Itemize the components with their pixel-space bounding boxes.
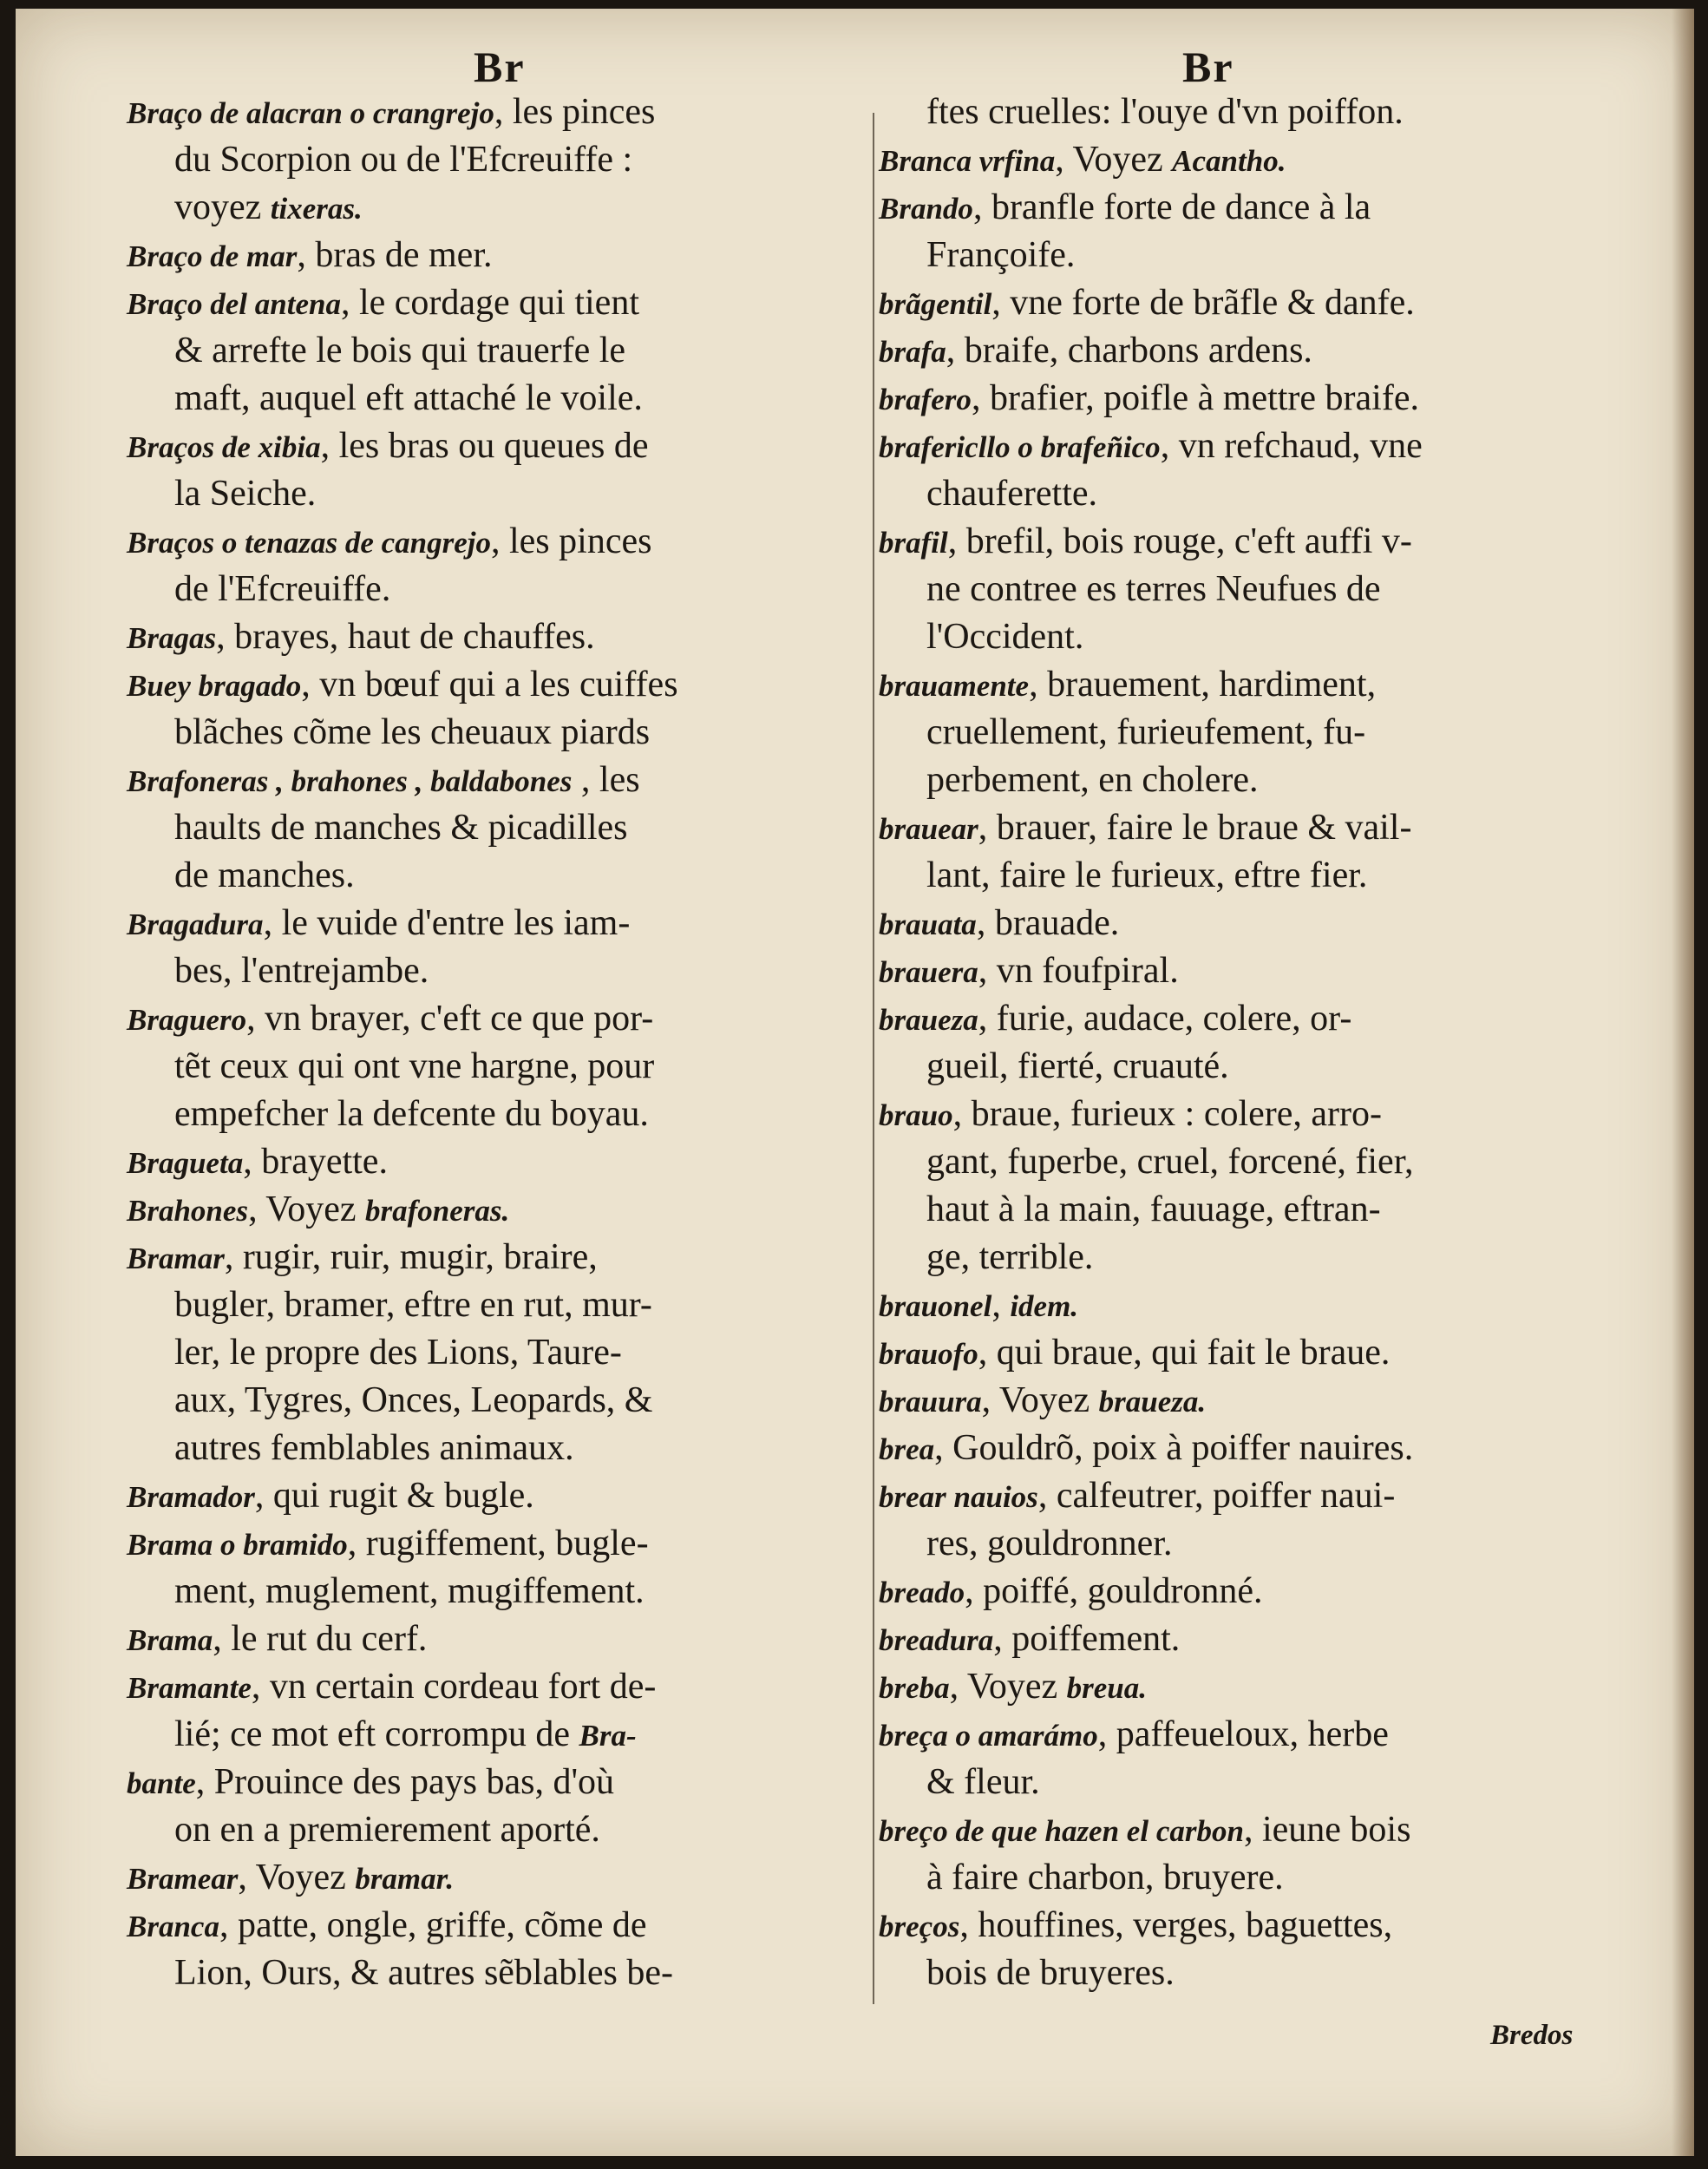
dictionary-line [127, 1091, 868, 1138]
cross-reference: braueza. [1098, 1385, 1207, 1419]
definition-text: ftes cruelles: l'ouye d'vn poiffon. [926, 92, 1404, 132]
dictionary-line [127, 1234, 868, 1281]
dictionary-line [127, 852, 868, 900]
headword: Brahones [127, 1194, 249, 1228]
dictionary-line [879, 88, 1603, 136]
definition-text: haut à la main, fauuage, eftran- [926, 1189, 1381, 1229]
definition-text: de manches. [174, 855, 355, 895]
headword: Bramante [127, 1671, 252, 1705]
dictionary-line [127, 1759, 868, 1806]
definition-text: du Scorpion ou de l'Efcreuiffe : [174, 140, 633, 180]
dictionary-line [879, 852, 1603, 900]
definition-text: gant, fuperbe, cruel, forcené, fier, [926, 1142, 1414, 1182]
definition-text: lant, faire le furieux, eftre fier. [926, 855, 1368, 895]
headword: brea [879, 1432, 935, 1466]
definition-text: , vne forte de brãfle & danfe. [991, 283, 1415, 323]
dictionary-line [127, 279, 868, 327]
cross-reference: breua. [1066, 1671, 1147, 1705]
definition-text: & arrefte le bois qui trauerfe le [174, 331, 626, 370]
right-column [879, 9, 1603, 2091]
headword: breça o amarámo [879, 1719, 1098, 1753]
dictionary-line [127, 518, 868, 566]
headword: Brafoneras , brahones , baldabones [127, 764, 573, 798]
definition-text: , vn certain cordeau fort de- [251, 1667, 657, 1707]
dictionary-line [127, 423, 868, 470]
dictionary-line [127, 1377, 868, 1425]
definition-text: , branfle forte de dance à la [972, 187, 1371, 227]
definition-text: bugler, bramer, eftre en rut, mur- [174, 1285, 652, 1325]
dictionary-line [879, 947, 1603, 995]
headword: brauamente [879, 669, 1030, 703]
definition-text: bois de bruyeres. [926, 1953, 1175, 1993]
definition-text: la Seiche. [174, 474, 317, 514]
dictionary-line [127, 88, 868, 136]
dictionary-line [127, 1806, 868, 1854]
dictionary-line [127, 709, 868, 757]
headword: breba [879, 1671, 950, 1705]
dictionary-line [127, 1425, 868, 1472]
dictionary-line [127, 757, 868, 804]
headword: Braguero [127, 1003, 247, 1037]
headword: bante [127, 1766, 196, 1800]
dictionary-line [879, 1138, 1603, 1186]
headword: Bragadura [127, 908, 264, 941]
dictionary-line [879, 709, 1603, 757]
definition-text: , houffines, verges, baguettes, [959, 1905, 1393, 1945]
dictionary-line [879, 518, 1603, 566]
definition-text: , qui rugit & bugle. [254, 1476, 534, 1516]
headword: brafericllo o brafeñico [879, 430, 1161, 464]
headword: Braço de mar [127, 239, 298, 273]
definition-text: , brauade. [976, 903, 1120, 943]
definition-text: , poiffé, gouldronné. [965, 1571, 1263, 1611]
left-running-head: Br [474, 43, 526, 91]
headword: braueza [879, 1003, 978, 1037]
definition-text: on en a premierement aporté. [174, 1810, 600, 1850]
dictionary-line [879, 1854, 1603, 1902]
dictionary-line [879, 1472, 1603, 1520]
dictionary-line [127, 1615, 868, 1663]
headword: brauofo [879, 1337, 978, 1371]
definition-text: , les bras ou queues de [320, 426, 649, 466]
definition-text: , Voyez [1055, 140, 1173, 180]
headword: Branca [127, 1910, 219, 1943]
dictionary-line [879, 1949, 1603, 1997]
dictionary-line [127, 995, 868, 1043]
headword: Bramar [127, 1242, 225, 1275]
headword: Braços o tenazas de cangrejo [127, 526, 491, 560]
definition-text: bes, l'entrejambe. [174, 951, 429, 991]
definition-text: , brayette. [243, 1142, 388, 1182]
dictionary-line [127, 136, 868, 184]
headword: brafa [879, 335, 946, 369]
definition-text: , brauer, faire le braue & vail- [978, 808, 1412, 848]
definition-text: autres femblables animaux. [174, 1428, 574, 1468]
definition-text: maft, auquel eft attaché le voile. [174, 378, 643, 418]
definition-text: , braife, charbons ardens. [946, 331, 1312, 370]
definition-text: , brauement, hardiment, [1029, 665, 1377, 704]
definition-text: , le rut du cerf. [213, 1619, 428, 1659]
dictionary-line [127, 947, 868, 995]
dictionary-line [879, 1377, 1603, 1425]
right-running-head: Br [1182, 43, 1234, 91]
definition-text: de l'Efcreuiffe. [174, 569, 391, 609]
definition-text: haults de manches & picadilles [174, 808, 628, 848]
cross-reference: bramar. [355, 1862, 455, 1896]
definition-text: blãches cõme les cheuaux piards [174, 712, 651, 752]
definition-text: , les [572, 760, 640, 800]
definition-text: , brefil, bois rouge, c'eft auffi v- [947, 521, 1412, 561]
definition-text: Françoife. [926, 235, 1076, 275]
dictionary-line [879, 1234, 1603, 1281]
dictionary-line [879, 757, 1603, 804]
page-gutter-shadow [1672, 9, 1694, 2156]
headword: brafero [879, 383, 972, 416]
dictionary-line [879, 613, 1603, 661]
headword: Bragas [127, 621, 217, 655]
dictionary-line [879, 1043, 1603, 1091]
definition-text: lié; ce mot eft corrompu de [174, 1714, 579, 1754]
headword: Brama [127, 1623, 213, 1657]
definition-text: , les pinces [494, 92, 656, 132]
definition-text: , vn foufpiral. [978, 951, 1179, 991]
dictionary-line [127, 184, 868, 232]
definition-text: , rugir, ruir, mugir, braire, [224, 1237, 598, 1277]
definition-text: aux, Tygres, Onces, Leopards, & [174, 1380, 653, 1420]
dictionary-line [879, 1615, 1603, 1663]
dictionary-line [879, 1806, 1603, 1854]
dictionary-line [879, 136, 1603, 184]
definition-text: , patte, ongle, griffe, cõme de [219, 1905, 647, 1945]
dictionary-line [879, 566, 1603, 613]
definition-text: ge, terrible. [926, 1237, 1094, 1277]
book-page [16, 9, 1694, 2156]
definition-text: , ieune bois [1243, 1810, 1411, 1850]
dictionary-line [879, 900, 1603, 947]
headword: brafil [879, 526, 948, 560]
definition-text: ment, muglement, mugiffement. [174, 1571, 645, 1611]
definition-text: , vn bœuf qui a les cuiffes [301, 665, 678, 704]
definition-text: , Gouldrõ, poix à poiffer nauires. [934, 1428, 1414, 1468]
headword: Braços de xibia [127, 430, 321, 464]
dictionary-line [879, 1663, 1603, 1711]
headword: Brama o bramido [127, 1528, 348, 1562]
left-entries [127, 88, 868, 1997]
dictionary-line [879, 1329, 1603, 1377]
definition-text: , Voyez [981, 1380, 1099, 1420]
dictionary-line [127, 1043, 868, 1091]
headword: Bramear [127, 1862, 239, 1896]
definition-text: voyez [174, 187, 271, 227]
left-column [127, 9, 868, 2091]
dictionary-line [879, 1759, 1603, 1806]
dictionary-line [127, 232, 868, 279]
definition-text: res, gouldronner. [926, 1524, 1173, 1563]
headword: brauata [879, 908, 977, 941]
headword: Braço del antena [127, 287, 341, 321]
headword: brauura [879, 1385, 982, 1419]
definition-text: & fleur. [926, 1762, 1040, 1802]
definition-text: cruellement, furieufement, fu- [926, 712, 1366, 752]
definition-text: , bras de mer. [297, 235, 493, 275]
dictionary-line [127, 1568, 868, 1615]
definition-text: ne contree es terres Neufues de [926, 569, 1381, 609]
headword: breado [879, 1576, 965, 1609]
definition-text: , brayes, haut de chauffes. [216, 617, 595, 657]
cross-reference: Bra- [579, 1719, 637, 1753]
dictionary-line [879, 1186, 1603, 1234]
dictionary-line [879, 1281, 1603, 1329]
headword: brauo [879, 1098, 953, 1132]
dictionary-line [127, 804, 868, 852]
headword: breço de que hazen el carbon [879, 1814, 1244, 1848]
definition-text: , braue, furieux : colere, arro- [952, 1094, 1382, 1134]
definition-text: , Voyez [238, 1858, 356, 1897]
definition-text: , Voyez [248, 1189, 366, 1229]
headword: brauonel [879, 1289, 992, 1323]
dictionary-line [879, 1568, 1603, 1615]
definition-text: , poiffement. [993, 1619, 1181, 1659]
headword: breços [879, 1910, 960, 1943]
dictionary-line [879, 327, 1603, 375]
headword: Bramador [127, 1480, 255, 1514]
definition-text: , furie, audace, colere, or- [978, 999, 1352, 1039]
catchword: Bredos [1490, 2020, 1574, 2051]
dictionary-line [879, 804, 1603, 852]
dictionary-line [879, 423, 1603, 470]
dictionary-line [127, 1281, 868, 1329]
definition-text: , vn refchaud, vne [1160, 426, 1423, 466]
definition-text: gueil, fierté, cruauté. [926, 1046, 1229, 1086]
headword: Branca vrfina [879, 144, 1056, 178]
dictionary-line [127, 1520, 868, 1568]
definition-text: à faire charbon, bruyere. [926, 1858, 1284, 1897]
definition-text: , [991, 1285, 1011, 1325]
definition-text: , le vuide d'entre les iam- [263, 903, 631, 943]
dictionary-line [127, 1711, 868, 1759]
cross-reference: tixeras. [270, 192, 363, 226]
dictionary-line [879, 375, 1603, 423]
definition-text: tẽt ceux qui ont vne hargne, pour [174, 1046, 655, 1086]
dictionary-line [127, 375, 868, 423]
definition-text: , vn brayer, c'eft ce que por- [246, 999, 654, 1039]
headword: Buey bragado [127, 669, 302, 703]
dictionary-line [879, 184, 1603, 232]
dictionary-line [127, 1902, 868, 1949]
definition-text: , le cordage qui tient [340, 283, 639, 323]
dictionary-line [879, 470, 1603, 518]
definition-text: empefcher la defcente du boyau. [174, 1094, 649, 1134]
cross-reference: idem. [1010, 1289, 1079, 1323]
dictionary-line [879, 1425, 1603, 1472]
definition-text: , Voyez [949, 1667, 1067, 1707]
definition-text: , calfeutrer, poiffer naui- [1037, 1476, 1396, 1516]
headword: brauear [879, 812, 978, 846]
dictionary-line [127, 1949, 868, 1997]
dictionary-line [127, 1138, 868, 1186]
right-entries [879, 88, 1603, 1997]
definition-text: l'Occident. [926, 617, 1084, 657]
headword: Bragueta [127, 1146, 244, 1180]
dictionary-line [127, 1663, 868, 1711]
dictionary-line [879, 232, 1603, 279]
headword: brãgentil [879, 287, 992, 321]
headword: Brando [879, 192, 973, 226]
dictionary-line [127, 327, 868, 375]
dictionary-line [879, 1091, 1603, 1138]
dictionary-line [127, 470, 868, 518]
dictionary-line [879, 1520, 1603, 1568]
dictionary-line [127, 900, 868, 947]
dictionary-line [127, 661, 868, 709]
headword: breadura [879, 1623, 994, 1657]
definition-text: , paffeueloux, herbe [1097, 1714, 1389, 1754]
definition-text: perbement, en cholere. [926, 760, 1259, 800]
dictionary-line [879, 1902, 1603, 1949]
headword: Braço de alacran o crangrejo [127, 96, 494, 130]
definition-text: Lion, Ours, & autres sẽblables be- [174, 1953, 674, 1993]
definition-text: , rugiffement, bugle- [347, 1524, 649, 1563]
headword: brear nauios [879, 1480, 1038, 1514]
dictionary-line [127, 613, 868, 661]
cross-reference: brafoneras. [365, 1194, 510, 1228]
dictionary-line [127, 1854, 868, 1902]
dictionary-line [879, 661, 1603, 709]
definition-text: , Prouince des pays bas, d'où [195, 1762, 615, 1802]
column-divider [873, 113, 874, 2004]
dictionary-line [879, 995, 1603, 1043]
definition-text: ler, le propre des Lions, Taure- [174, 1333, 622, 1373]
dictionary-line [127, 566, 868, 613]
dictionary-line [127, 1329, 868, 1377]
definition-text: chauferette. [926, 474, 1098, 514]
dictionary-line [879, 279, 1603, 327]
headword: brauera [879, 955, 978, 989]
dictionary-line [879, 1711, 1603, 1759]
cross-reference: Acantho. [1172, 144, 1286, 178]
definition-text: , qui braue, qui fait le braue. [978, 1333, 1391, 1373]
dictionary-line [127, 1186, 868, 1234]
definition-text: , les pinces [491, 521, 652, 561]
dictionary-line [127, 1472, 868, 1520]
definition-text: , brafier, poifle à mettre braife. [971, 378, 1419, 418]
